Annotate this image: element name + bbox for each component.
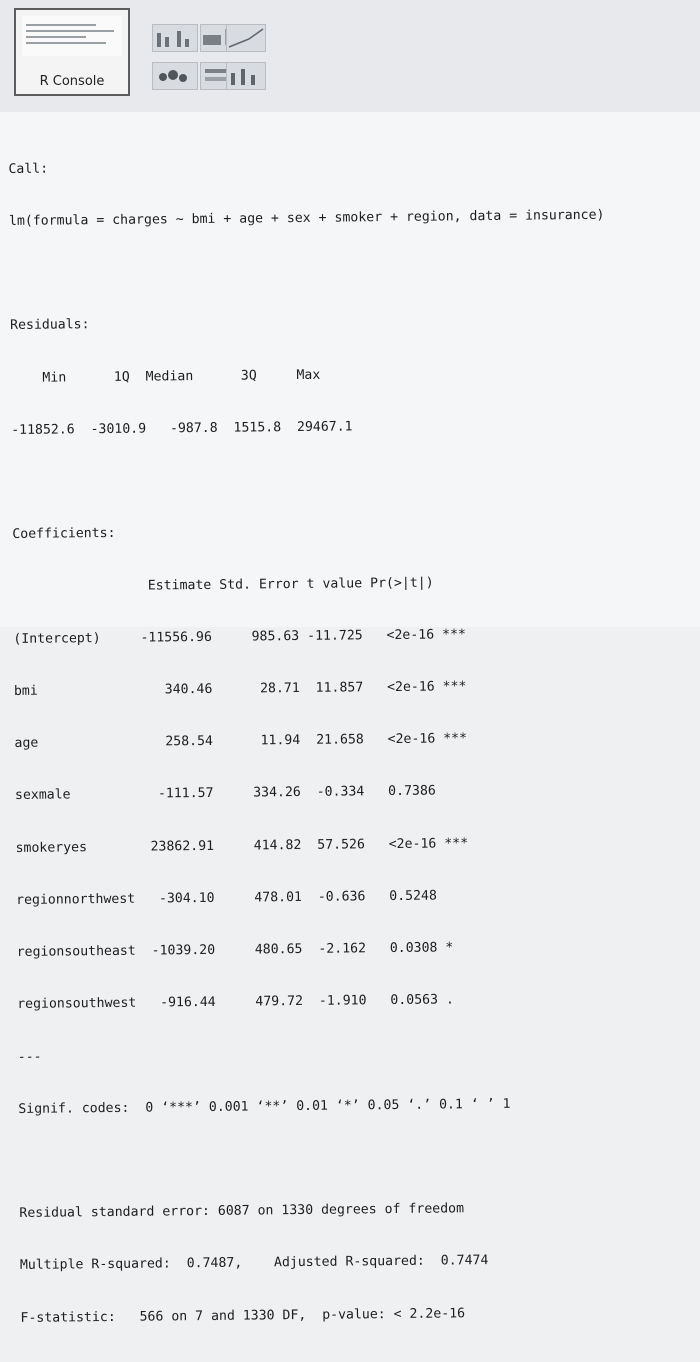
coef-row: regionnorthwest -304.10 478.01 -0.636 0.5248 (16, 888, 469, 908)
r-console-window-card[interactable] (14, 8, 130, 96)
coef-row: regionsouthwest -916.44 479.72 -1.910 0.0563 . (17, 992, 470, 1013)
residuals-header: Residuals: (10, 317, 90, 334)
lm-summary-output (8, 120, 616, 1362)
coef-row: (Intercept) -11556.96 985.63 -11.725 <2e-16 *** (13, 626, 466, 647)
coef-row: smokeryes 23862.91 414.82 57.526 <2e-16 *** (15, 835, 469, 856)
console-preview-thumbnail (22, 16, 122, 56)
f-statistic-line: F-statistic: 566 on 7 and 1330 DF, p-value: < 2.2e-16 (20, 1305, 466, 1326)
coefficients-column-headers: Estimate Std. Error t value Pr(>|t|) (12, 574, 466, 595)
r-squared-line: Multiple R-squared: 0.7487, Adjusted R-squared: 0.7474 (19, 1253, 497, 1274)
residual-standard-error: Residual standard error: 6087 on 1330 degrees of freedom (19, 1201, 465, 1222)
plot-window-thumbnail[interactable] (152, 62, 198, 90)
call-header: Call: (8, 161, 49, 177)
plot-window-thumbnail[interactable] (226, 62, 266, 90)
residuals-quantile-values: -11852.6 -3010.9 -987.8 1515.8 29467.1 (11, 419, 361, 438)
window-thumbnails-panel (0, 0, 700, 112)
significance-separator: --- (17, 1049, 42, 1065)
plot-window-thumbnail[interactable] (152, 24, 198, 52)
r-console-output[interactable] (0, 112, 700, 1326)
coef-row: age 258.54 11.94 21.658 <2e-16 *** (14, 731, 468, 752)
coef-row: regionsoutheast -1039.20 480.65 -2.162 0.0308 * (16, 940, 470, 961)
console-tab-label: R Console (39, 74, 105, 89)
significance-codes: Signif. codes: 0 ‘***’ 0.001 ‘**’ 0.01 ‘*’ 0.05 ‘.’ 0.1 ‘ ’ 1 (18, 1096, 511, 1117)
coefficients-header: Coefficients: (12, 526, 116, 543)
coef-row: bmi 340.46 28.71 11.857 <2e-16 *** (13, 679, 467, 699)
call-formula-line: lm(formula = charges ~ bmi + age + sex + smoker + region, data = insurance) (8, 207, 605, 230)
residuals-quantile-names: Min 1Q Median 3Q Max (10, 367, 329, 386)
plot-window-thumbnail[interactable] (226, 24, 266, 52)
coef-row: sexmale -111.57 334.26 -0.334 0.7386 (14, 783, 468, 804)
